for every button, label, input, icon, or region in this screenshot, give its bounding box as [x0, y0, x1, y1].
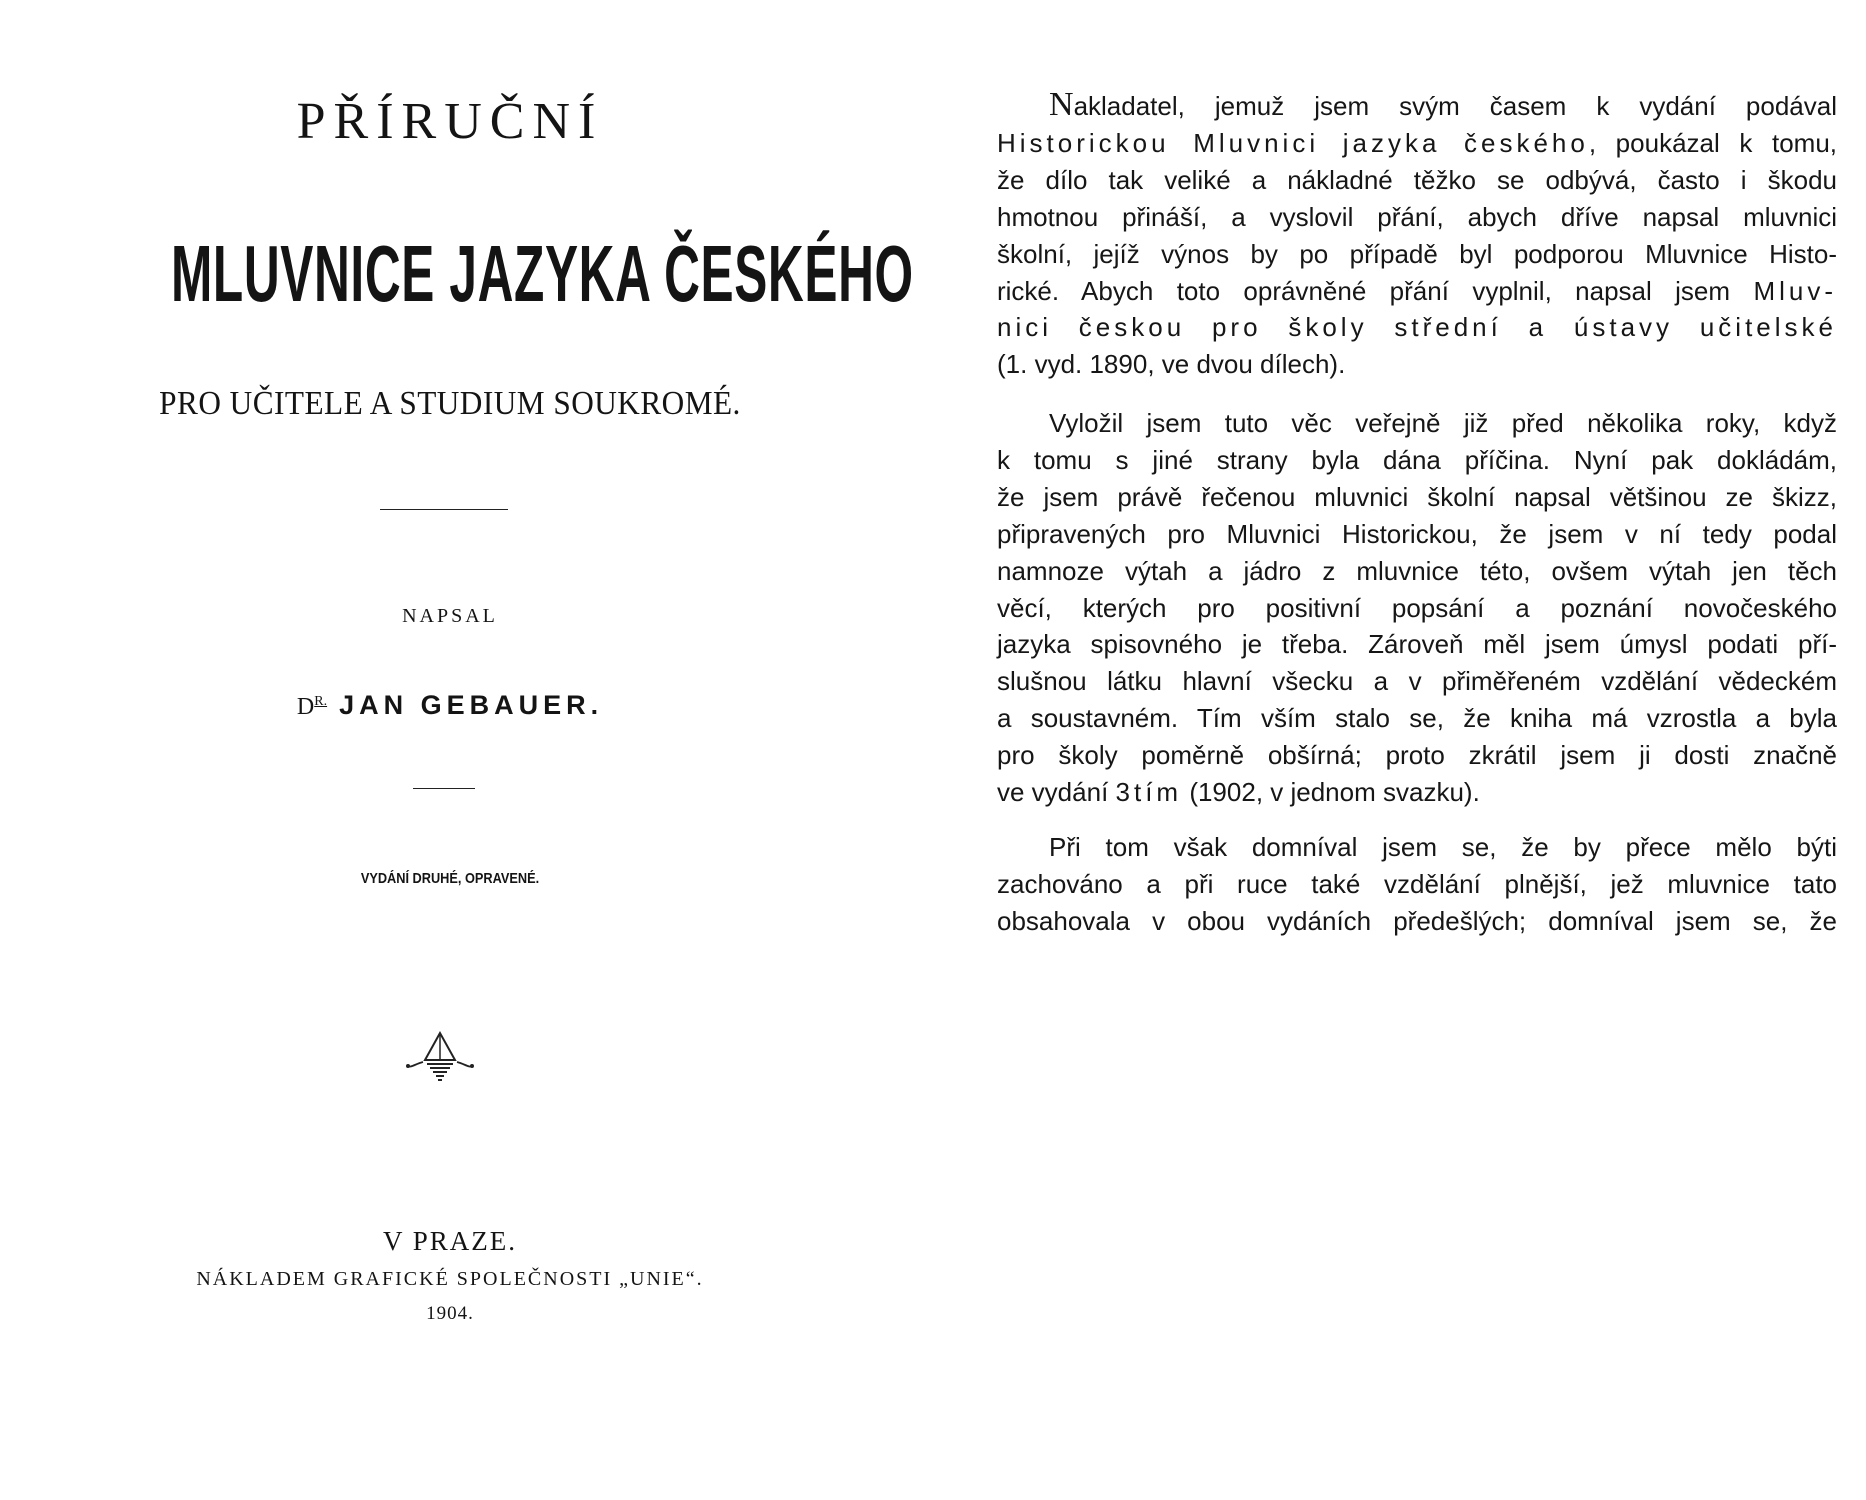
text-line: ve vydání 3tím (1902, v jednom svazku). [997, 777, 1480, 808]
text-line: (1. vyd. 1890, ve dvou dílech). [997, 349, 1346, 380]
text-line: hmotnou přináší, a vyslovil přání, abych dříve napsal mluvnici [997, 201, 1837, 232]
text-line: slušnou látku hlavní všecku a v přiměřeném vzdělání vědeckém [997, 666, 1837, 697]
text-line: Vyložil jsem tuto věc veřejně již před několika roky, když [1049, 408, 1837, 438]
text-line: jazyka spisovného je třeba. Zároveň měl jsem úmysl podati pří- [997, 629, 1837, 660]
initial-letter: N [1049, 86, 1074, 123]
text-line: Při tom však domníval jsem se, že by přece mělo býti [1049, 832, 1837, 862]
text-line: Nakladatel, jemuž jsem svým časem k vydání podával [1049, 86, 1837, 123]
text-line: že jsem právě řečenou mluvnici školní napsal většinou ze škizz, [997, 481, 1837, 512]
divider-rule [413, 788, 475, 789]
text-line: věcí, kterých pro positivní popsání a poznání novočeského [997, 592, 1837, 623]
text-line: školní, jejíž výnos by po případě byl podporou Mluvnice Histo- [997, 238, 1837, 269]
title-page [0, 0, 914, 1500]
text-line: pro školy poměrně obšírná; proto zkrátil jsem ji dosti značně [997, 740, 1837, 771]
text-line: nici českou pro školy střední a ústavy učitelské [997, 312, 1837, 343]
preface-paragraph-2 [997, 405, 1837, 811]
text-line: připravených pro Mluvnici Historickou, že jsem v ní tedy podal [997, 518, 1837, 549]
publisher-year: 1904. [426, 1303, 474, 1324]
text-line: k tomu s jiné strany byla dána příčina. Nyní pak dokládám, [997, 444, 1837, 475]
author-row [0, 690, 900, 722]
text-line: Historickou Mluvnici jazyka českého, poukázal k tomu, [997, 127, 1837, 158]
edition-note: VYDÁNÍ DRUHÉ, OPRAVENÉ. [360, 870, 540, 887]
text-line: zachováno a při ruce také vzdělání plnější, jež mluvnice tato [997, 868, 1837, 899]
text-line: rické. Abych toto oprávněné přání vyplnil, napsal jsem Mluv- [997, 275, 1837, 306]
text-line: obsahovala v obou vydáních předešlých; domníval jsem se, že [997, 905, 1837, 936]
title-line-1: PŘÍRUČNÍ [296, 93, 604, 150]
text-line: namnoze výtah a jádro z mluvnice této, ovšem výtah jen těch [997, 555, 1837, 586]
publisher-place: V PRAZE. [382, 1226, 518, 1256]
preface-paragraph-3 [997, 829, 1837, 940]
preface-page [960, 0, 1840, 1500]
printer-ornament-icon [405, 1030, 475, 1086]
text-line: že dílo tak veliké a nákladné těžko se odbývá, často i škodu [997, 164, 1837, 195]
title-line-3: PRO UČITELE A STUDIUM SOUKROMÉ. [159, 385, 741, 422]
text-line: a soustavném. Tím vším stalo se, že kniha má vzrostla a byla [997, 703, 1837, 734]
author-name: JAN GEBAUER. [339, 690, 604, 720]
preface-paragraph-1 [997, 88, 1837, 383]
author-label: NAPSAL [402, 605, 498, 627]
divider-rule [380, 509, 508, 510]
publisher-name: NÁKLADEM GRAFICKÉ SPOLEČNOSTI „UNIE“. [196, 1268, 704, 1290]
title-line-2: MLUVNICE JAZYKA ČESKÉHO [171, 229, 914, 318]
author-title: $D^{R.}$ [296, 694, 328, 720]
